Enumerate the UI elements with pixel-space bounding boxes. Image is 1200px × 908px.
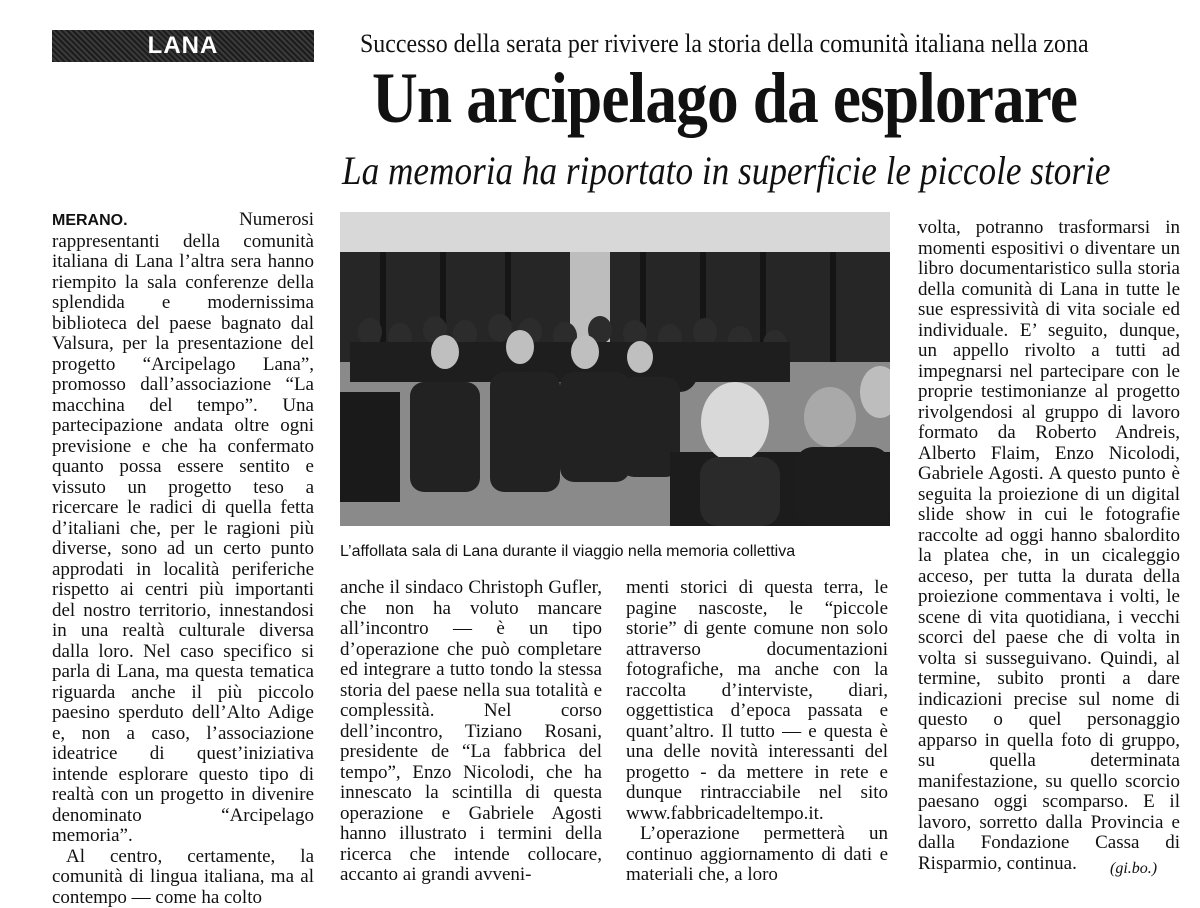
article-column-4 xyxy=(918,218,1180,874)
photo-caption: L’affollata sala di Lana durante il viaggio nella memoria collettiva xyxy=(340,542,890,562)
article-paragraph: anche il sindaco Christoph Gufler, che non ha voluto mancare all’incontro — è un tipo d’operazione che può completare ed integrare a tutto tondo la stessa storia del paese nella sua totalità e complessità. Nel corso dell’incontro, Tiziano Rosani, presidente de “La fabbrica del tempo”, Enzo Nicolodi, che ha innescato la scintilla di questa operazione e Gabriele Agosti hanno illustrato i termini della ricerca che intende collocare, accanto ai grandi avveni- xyxy=(340,578,602,886)
article-paragraph: L’operazione permetterà un continuo aggiornamento di dati e materiali che, a loro xyxy=(626,824,888,886)
event-photo xyxy=(340,212,890,526)
dateline: MERANO. xyxy=(52,212,128,229)
article-column-3 xyxy=(626,578,888,886)
byline: (gi.bo.) xyxy=(1110,860,1157,878)
photo-image xyxy=(340,212,890,526)
subheadline: La memoria ha riportato in superficie le piccole storie xyxy=(342,146,1081,196)
headline: Un arcipelago da esplorare xyxy=(372,58,1076,138)
article-column-2 xyxy=(340,578,602,886)
section-tag xyxy=(52,30,314,62)
article-paragraph: Al centro, certamente, la comunità di lingua italiana, ma al contempo — come ha colto xyxy=(52,847,314,908)
article-paragraph: menti storici di questa terra, le pagine nascoste, le “piccole storie” di gente comune non solo attraverso documentazioni fotografiche, ma anche con la raccolta d’interviste, diari, oggettistica d’epoca passata e quant’altro. Il tutto — e questa è una delle novità interessanti del progetto - da mettere in rete e dunque rintracciabile nel sito www.fabbricadeltempo.it. xyxy=(626,578,888,824)
section-label: LANA xyxy=(148,32,219,60)
article-paragraph: volta, potranno trasformarsi in momenti espositivi o diventare un libro documentaristico sulla storia della comunità di Lana in tutte le sue espressività di vita sociale ed individuale. E’ seguito, dunque, un appello rivolto a tutti ad impegnarsi nel partecipare con le proprie testimonianze al progetto rivolgendosi al gruppo di lavoro formato da Roberto Andreis, Alberto Flaim, Enzo Nicolodi, Gabriele Agosti. A questo punto è seguita la proiezione di un digital slide show in cui le fotografie raccolte ad oggi hanno sbalordito la platea che, in un cicaleggio acceso, per tutta la durata della proiezione commentava i volti, le scene di vita quotidiana, i vecchi scorci del paese che di volta in volta si susseguivano. Quindi, al termine, subito pronti a dare indicazioni precise sul nome di questo o quel personaggio apparso in quella foto di gruppo, su quella determinata manifestazione, su quello scorcio paesano oggi scomparso. E il lavoro, sorretto dalla Provincia e dalla Fondazione Cassa di Risparmio, continua. xyxy=(918,218,1180,874)
paragraph-text: Numerosi rappresentanti della comunità italiana di Lana l’altra sera hanno riempito la sala conferenze della splendida e modernissima biblioteca del paese bagnato dal Valsura, per la presentazione del progetto “Arcipelago Lana”, promosso dall’associazione “La macchina del tempo”. Una partecipazione andata oltre ogni previsione e che ha confermato quanto possa essere sentito e vissuto un progetto teso a ricercare le radici di quella fetta d’italiani che, per le ragioni più diverse, sono ad un certo punto approdati in località periferiche rispetto ai centri più importanti del nostro territorio, innestandosi in una realtà culturale diversa dalla loro. Nel caso specifico si parla di Lana, ma questa tematica riguarda anche il più piccolo paesino sperduto dell’Alto Adige e, non a caso, l’associazione ideatrice di quest’iniziativa intende esplorare questo tipo di realtà con un progetto in divenire denominato “Arcipelago memoria”. xyxy=(52,209,314,846)
article-paragraph xyxy=(52,210,314,847)
article-column-1 xyxy=(52,210,314,908)
kicker: Successo della serata per rivivere la storia della comunità italiana nella zona xyxy=(360,28,1114,60)
